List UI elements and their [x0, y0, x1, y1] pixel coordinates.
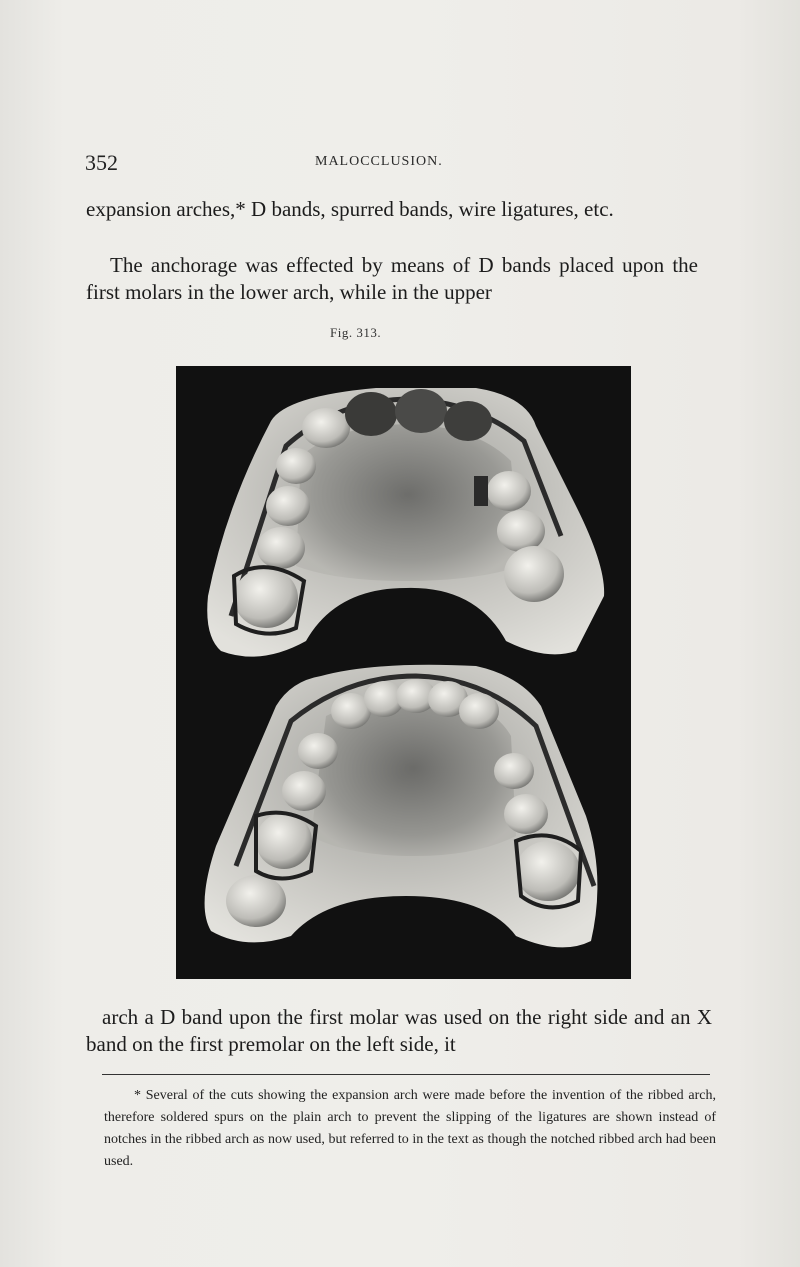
upper-cast [207, 388, 604, 657]
footnote-text: * Several of the cuts showing the expansion arch were made before the invention of the ribbed arch, therefore soldered spurs on the plain arch to prevent the slipping of the ligatures are shown instead of notches in the ribbed arch as now used, but referred to in the text as though the notched ribbed arch had been used. [104, 1088, 716, 1169]
running-head: MALOCCLUSION. [315, 154, 443, 169]
body-paragraph-2: The anchorage was effected by means of D bands placed upon the first molars in the lower arch, while in the upper [86, 253, 698, 304]
lower-cast [205, 665, 598, 948]
body-paragraph-3: arch a D band upon the first molar was used on the right side and an X band on the first premolar on the left side, it [86, 1005, 712, 1056]
figure-caption: Fig. 313. [330, 325, 382, 340]
page-header [85, 150, 700, 180]
page-number: 352 [85, 150, 118, 175]
body-paragraph-1: expansion arches,* D bands, spurred bands, wire ligatures, etc. [86, 197, 614, 221]
footnote [104, 1085, 716, 1173]
footnote-rule [102, 1074, 710, 1075]
dental-cast-photograph [176, 366, 631, 979]
dental-casts-illustration [176, 366, 631, 979]
